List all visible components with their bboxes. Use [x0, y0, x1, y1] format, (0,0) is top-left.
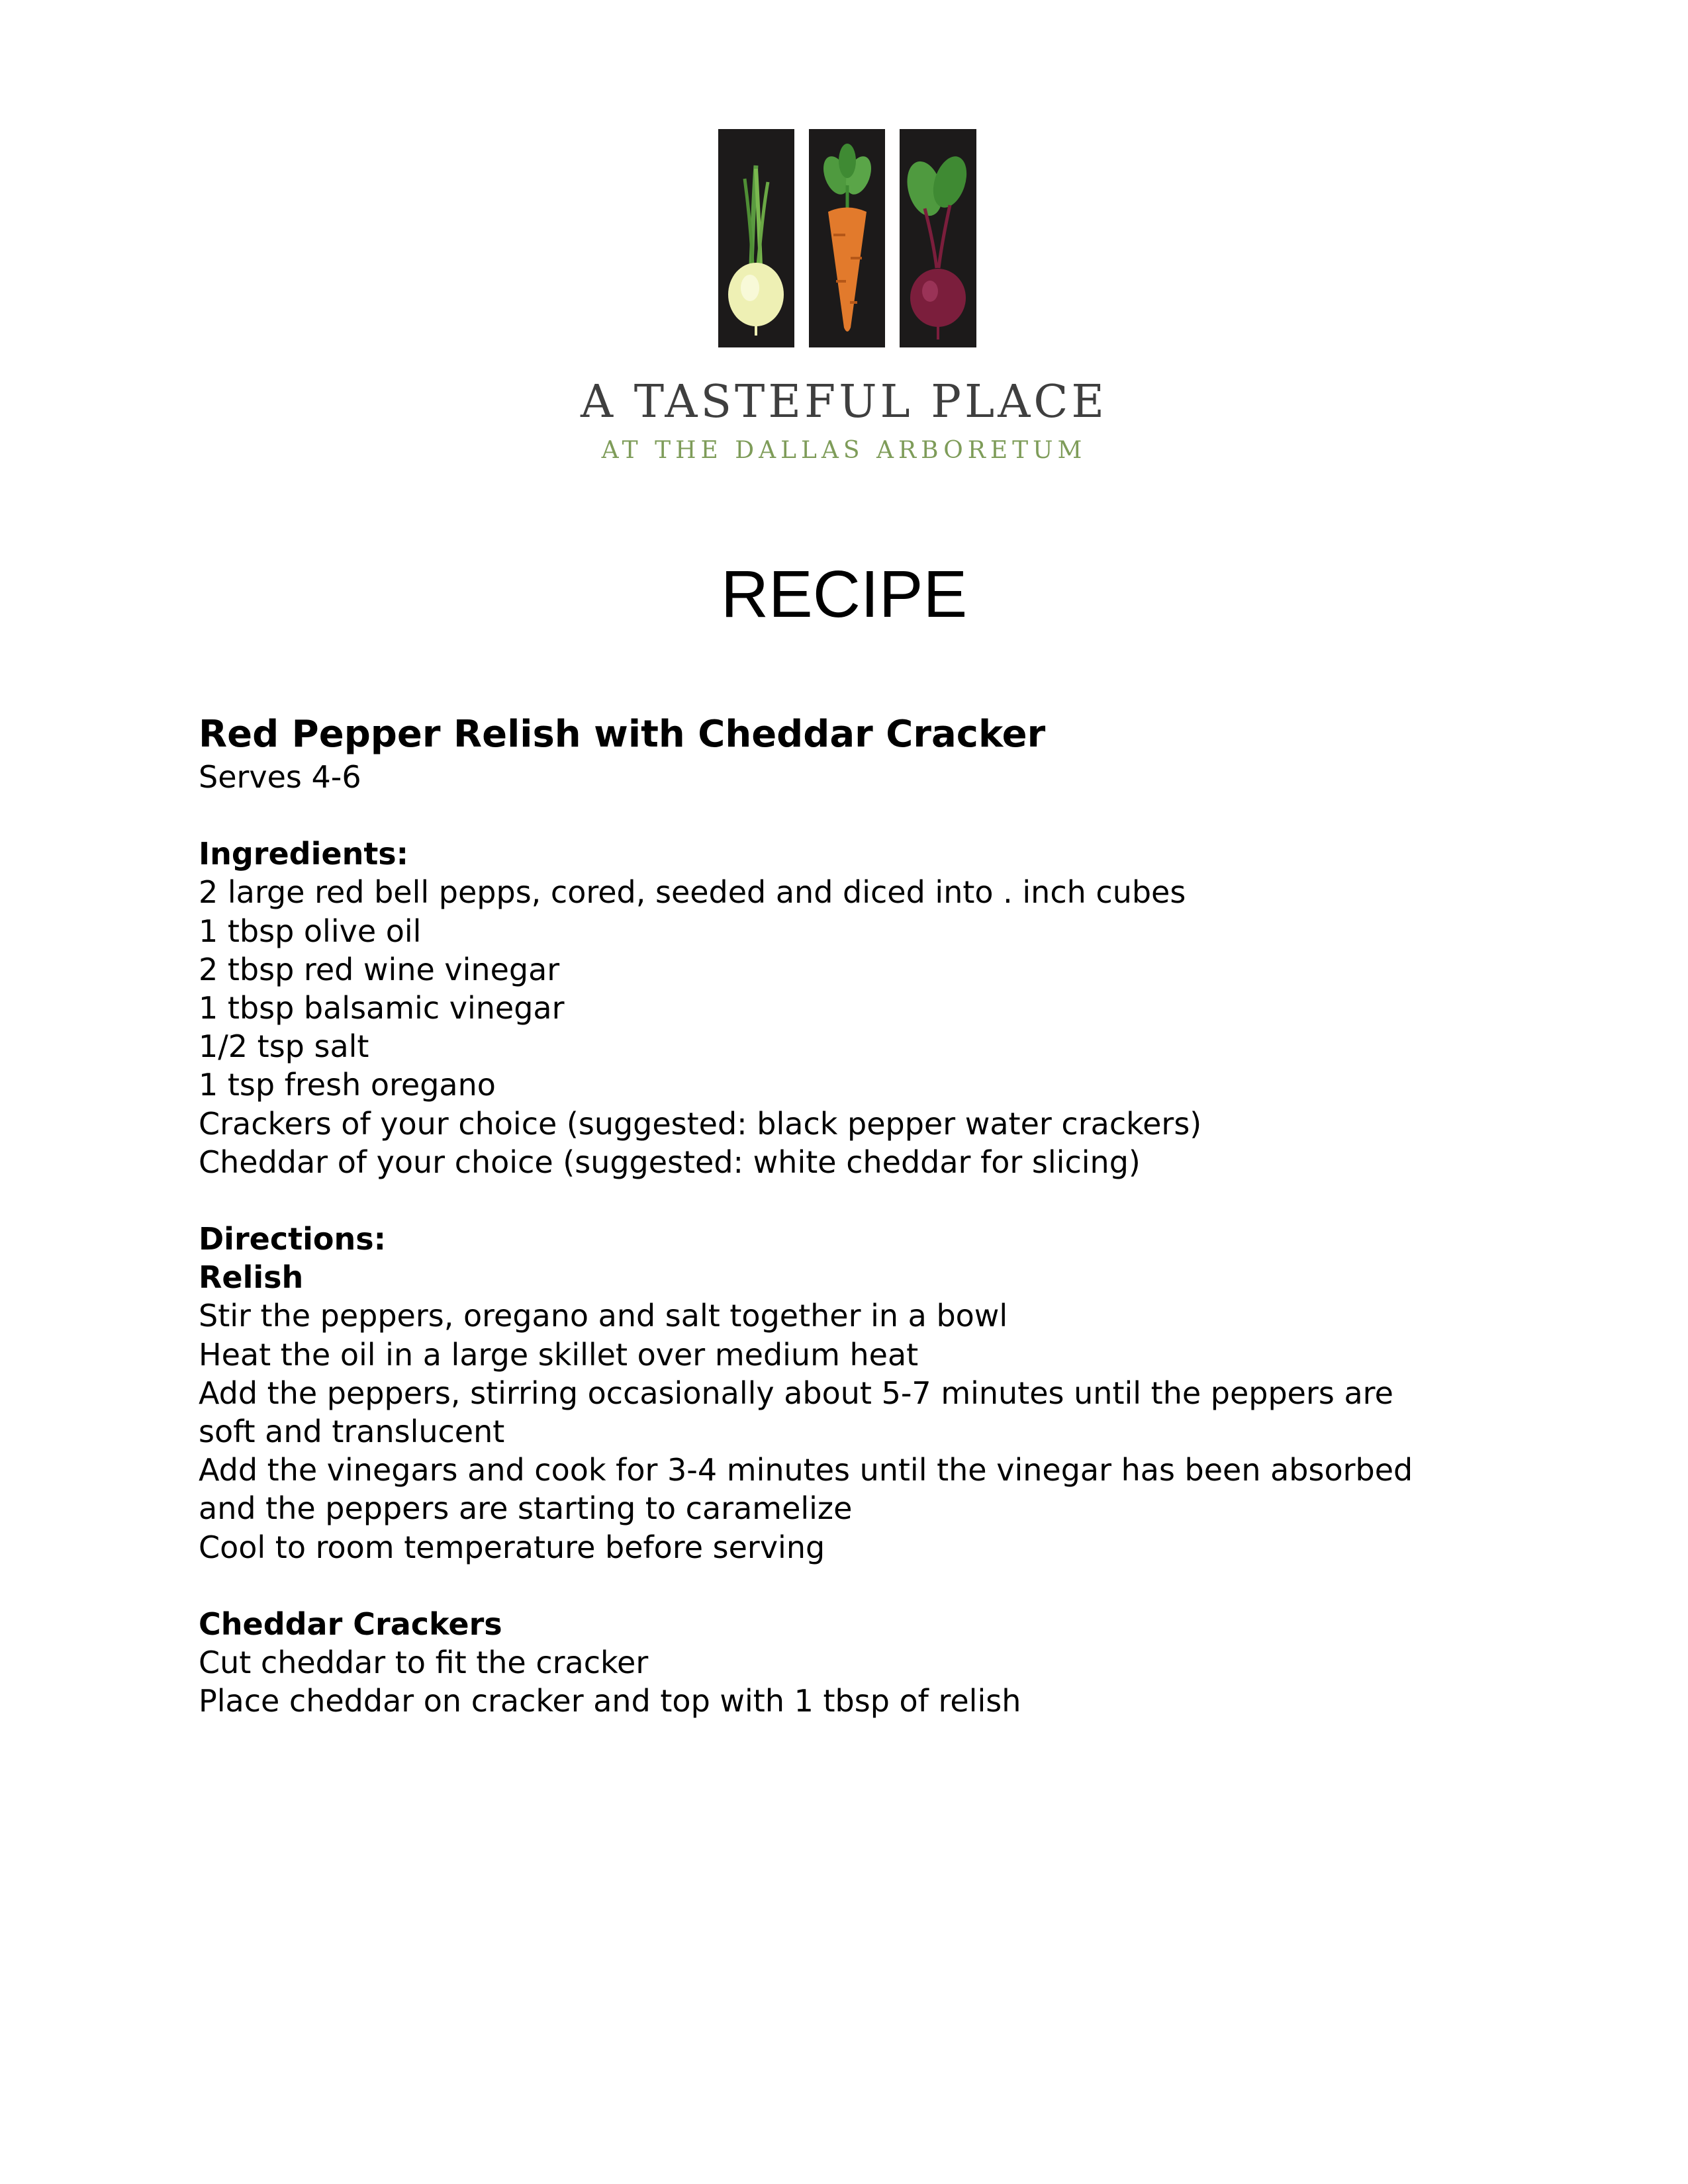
direction-step: Add the peppers, stirring occasionally about 5-7 minutes until the peppers are soft and translucent [199, 1375, 1403, 1450]
logo-graphic [718, 129, 976, 347]
onion-icon [718, 129, 794, 347]
ingredient-item: 2 large red bell pepps, cored, seeded and diced into . inch cubes [199, 874, 1186, 911]
spacer [199, 1567, 1523, 1605]
relish-steps [199, 1297, 1523, 1566]
ingredient-item: 1 tsp fresh oregano [199, 1067, 496, 1103]
crackers-steps [199, 1643, 1523, 1720]
crackers-heading: Cheddar Crackers [199, 1606, 502, 1642]
direction-step: Cut cheddar to fit the cracker [199, 1645, 649, 1681]
carrot-icon [809, 129, 885, 347]
spacer [199, 796, 1523, 835]
direction-step: Stir the peppers, oregano and salt together in a bowl [199, 1298, 1008, 1334]
logo-subtitle: AT THE DALLAS ARBORETUM [601, 437, 1087, 464]
recipe-title: Red Pepper Relish with Cheddar Cracker [199, 713, 1046, 756]
recipe-serves: Serves 4-6 [199, 759, 361, 795]
direction-step: Add the vinegars and cook for 3-4 minutes until the vinegar has been absorbed and the peppers are starting to caramelize [199, 1452, 1423, 1527]
ingredient-item: 1 tbsp balsamic vinegar [199, 990, 565, 1026]
directions-heading: Directions: [199, 1221, 386, 1257]
logo-name: A TASTEFUL PLACE [581, 376, 1107, 428]
ingredient-item: 2 tbsp red wine vinegar [199, 951, 560, 987]
beet-icon [900, 129, 976, 347]
logo [718, 129, 976, 347]
ingredients-list [199, 873, 1523, 1181]
ingredients-heading: Ingredients: [199, 836, 409, 872]
ingredient-item: Crackers of your choice (suggested: black pepper water crackers) [199, 1105, 1202, 1142]
spacer [199, 1181, 1523, 1220]
ingredient-item: 1/2 tsp salt [199, 1028, 369, 1065]
ingredient-item: Cheddar of your choice (suggested: white cheddar for slicing) [199, 1144, 1141, 1180]
direction-step: Heat the oil in a large skillet over medium heat [199, 1336, 919, 1373]
direction-step: Place cheddar on cracker and top with 1 tbsp of relish [199, 1683, 1021, 1719]
page-title: RECIPE [720, 557, 968, 631]
direction-step: Cool to room temperature before serving [199, 1529, 825, 1565]
ingredient-item: 1 tbsp olive oil [199, 913, 422, 949]
recipe-body [199, 711, 1523, 1720]
relish-heading: Relish [199, 1259, 304, 1296]
